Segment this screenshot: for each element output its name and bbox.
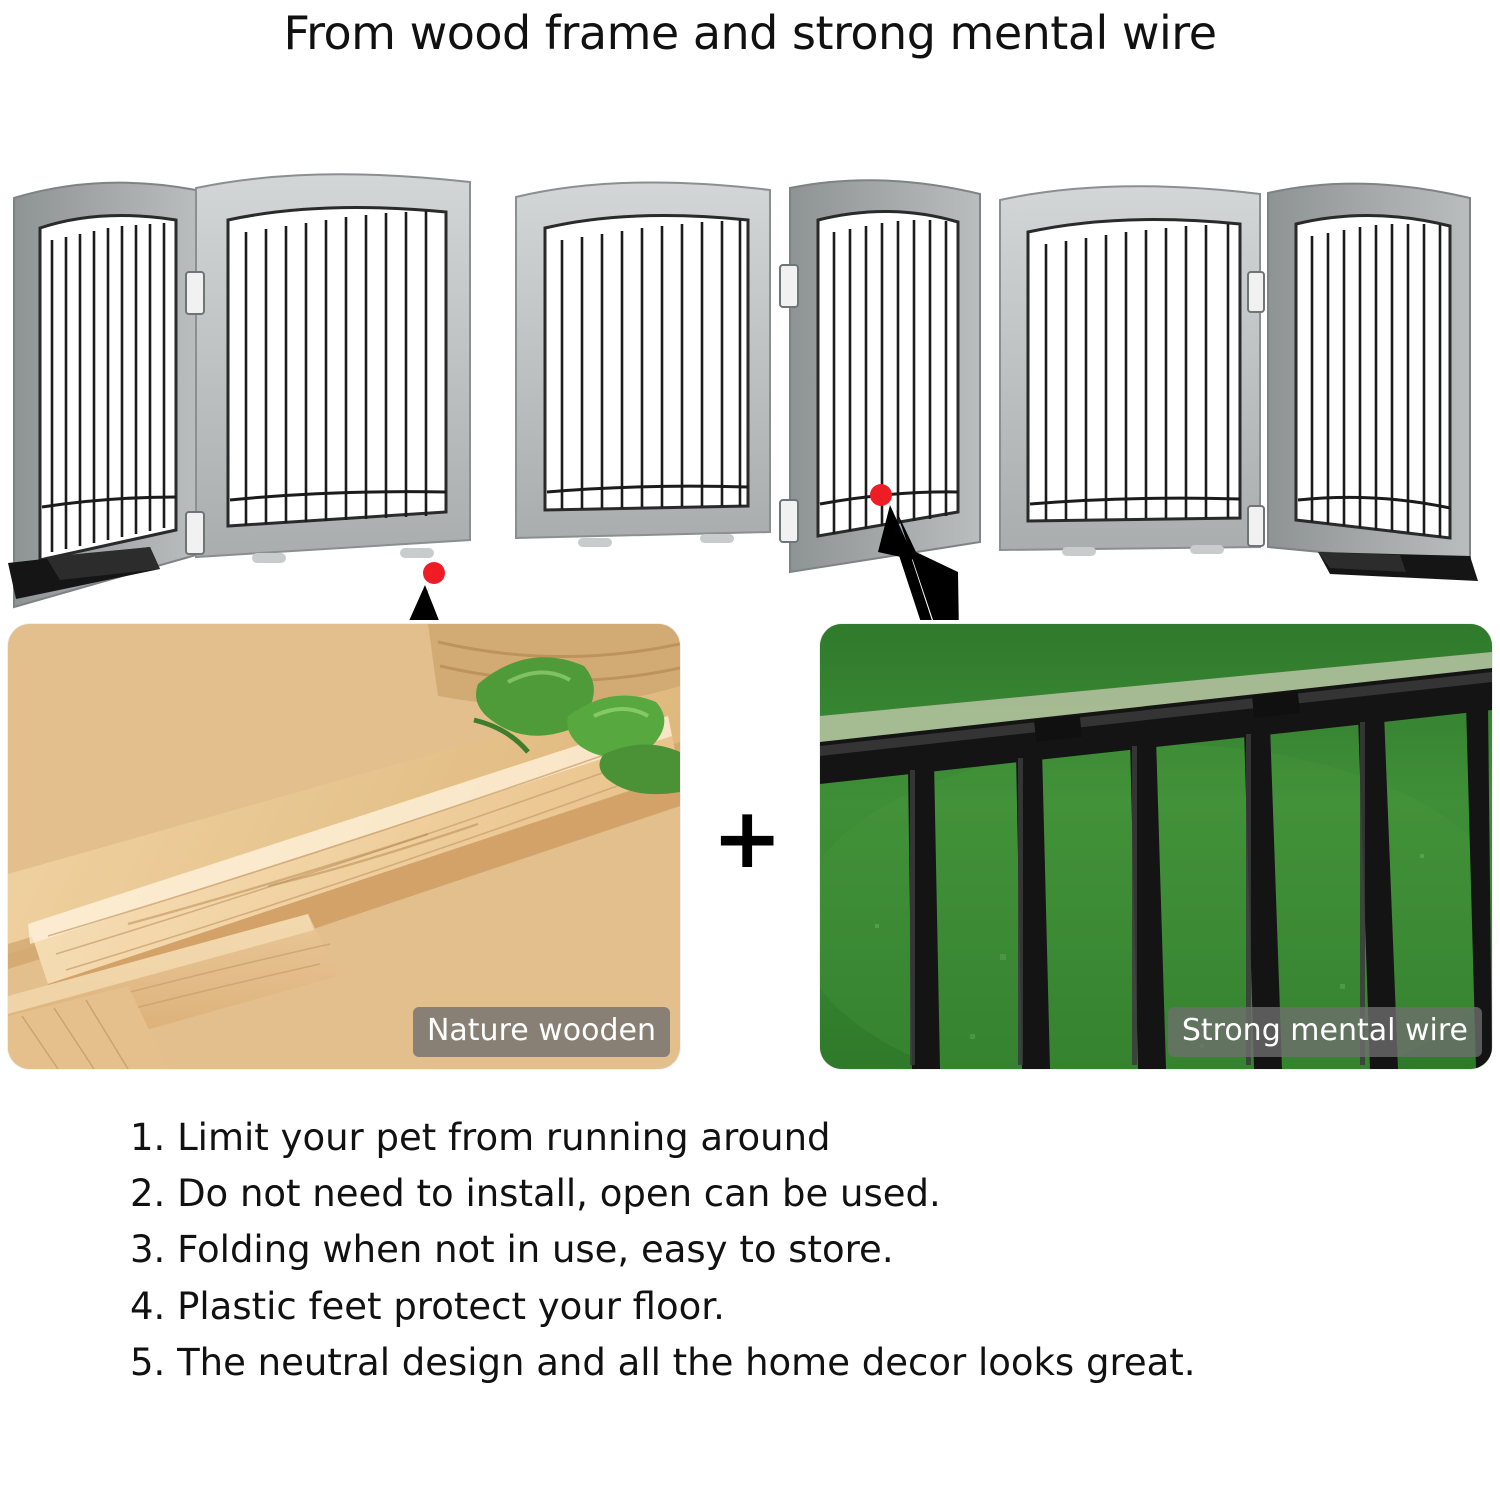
feature-item-3: 3. Folding when not in use, easy to store. [130,1228,894,1272]
nature-wooden-photo [8,624,680,1069]
gate-panel-5 [1000,186,1264,556]
strong-metal-wire-caption: Strong mental wire [1168,1007,1482,1057]
feature-list [130,1110,1460,1391]
gate-panel-4 [780,180,980,572]
nature-wooden-caption: Nature wooden [413,1007,670,1057]
gate-panel-6 [1268,184,1478,581]
metal-wire-marker [870,484,892,506]
pet-gate-diagram [0,60,1500,620]
wood-boards-illustration [8,624,680,1069]
material-photos [0,620,1500,1090]
wood-frame-marker [423,562,445,584]
page-title: From wood frame and strong mental wire [283,6,1217,60]
metal-bars-illustration [820,624,1492,1069]
plus-symbol: + [712,789,783,887]
gate-panel-3 [516,182,770,547]
feature-item-1: 1. Limit your pet from running around [130,1116,831,1159]
gate-panel-1 [8,183,196,607]
strong-metal-wire-photo [820,624,1492,1069]
feature-item-4: 4. Plastic feet protect your floor. [130,1284,725,1328]
arrow-to-wood-frame [372,585,440,620]
product-illustration [0,60,1500,620]
gate-foot-right [1318,552,1478,581]
feature-item-5: 5. The neutral design and all the home decor looks great. [130,1340,1196,1384]
feature-item-2: 2. Do not need to install, open can be used. [130,1172,941,1216]
gate-panel-2 [186,174,470,563]
